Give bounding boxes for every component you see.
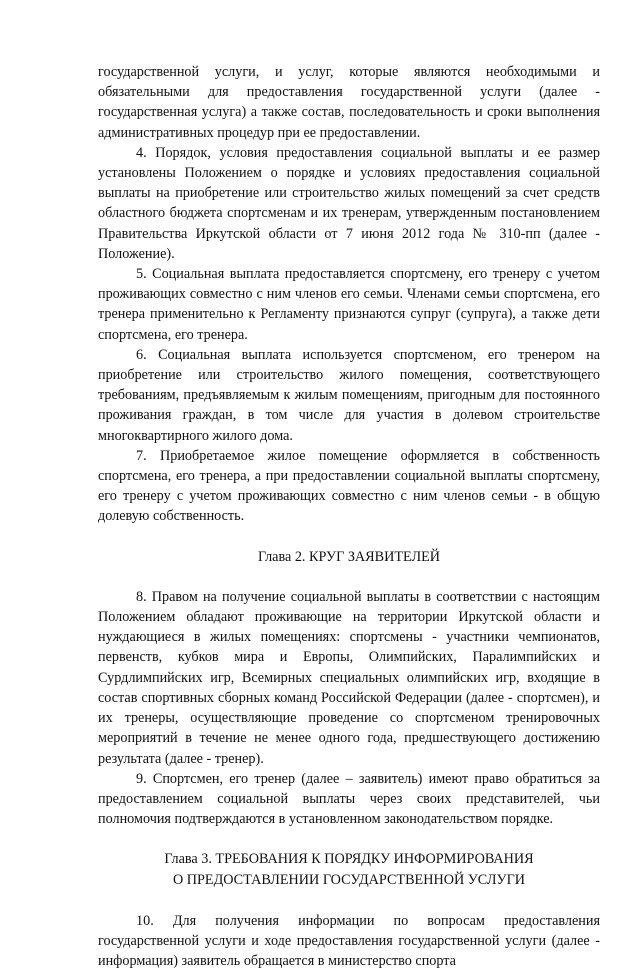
spacer bbox=[98, 829, 600, 849]
paragraph-8: 8. Правом на получение социальной выплаты в соответствии с настоящим Положением обладают проживающие на территории Иркутской области и нуждающиеся в жилых помещениях: спортсмены - участники чемпионатов, первенств, кубков мира и Европы, Олимпийских, Паралимпийских и Сурдлимпийских игр, Всемирных специальных олимпийских игр, входящие в состав спортивных сборных команд Российской Федерации (далее - спортсмен), и их тренеры, осуществляющие проведение со спортсменом тренировочных мероприятий в течение не менее одного года, предшествующего достижению результата (далее - тренер). bbox=[98, 588, 600, 767]
spacer bbox=[98, 567, 600, 587]
paragraph-5: 5. Социальная выплата предоставляется спортсмену, его тренеру с учетом проживающих совместно с ним членов его семьи. Членами семьи спортсмена, его тренера применительно к Регламенту признаются супруг (супруга), а также дети спортсмена, его тренера. bbox=[98, 266, 600, 343]
chapter-2-heading: Глава 2. КРУГ ЗАЯВИТЕЛЕЙ bbox=[257, 548, 441, 565]
paragraph-6: 6. Социальная выплата используется спортсменом, его тренером на приобретение или строительство жилого помещения, соответствующего требованиям, предъявляемым к жилым помещениям, пригодным для постоянного проживания граждан, в том числе для участия в долевом строительстве многоквартирного жилого дома. bbox=[98, 346, 600, 444]
paragraph-4: 4. Порядок, условия предоставления социальной выплаты и ее размер установлены Положением о порядке и условиях предоставления социальной выплаты на приобретение или строительство жилых помещений за счет средств областного бюджета спортсменам и их тренерам, утвержденным постановлением Правительства Иркутской области от 7 июня 2012 года № 310-пп (далее - Положение). bbox=[98, 144, 600, 262]
chapter-3-heading-line2: О ПРЕДОСТАВЛЕНИИ ГОСУДАРСТВЕННОЙ УСЛУГИ bbox=[172, 871, 526, 888]
paragraph-intro: государственной услуги, и услуг, которые являются необходимыми и обязательными для предоставления государственной услуги (далее - государственная услуга) а также состав, последовательность и сроки выполнения административных процедур при ее предоставлении. bbox=[98, 64, 600, 141]
paragraph-10: 10. Для получения информации по вопросам предоставления государственной услуги и ходе предоставления государственной услуги (далее - информация) заявитель обращается в министерство спорта bbox=[98, 912, 600, 970]
spacer bbox=[98, 890, 600, 911]
document-page bbox=[98, 62, 600, 971]
spacer bbox=[98, 527, 600, 547]
chapter-3-heading-line1: Глава 3. ТРЕБОВАНИЯ К ПОРЯДКУ ИНФОРМИРОВАНИЯ bbox=[164, 851, 534, 868]
paragraph-7: 7. Приобретаемое жилое помещение оформляется в собственность спортсмена, его тренера, а при предоставлении социальной выплаты спортсмену, его тренеру с учетом проживающих совместно с ним членов семьи - в общую долевую собственность. bbox=[98, 447, 600, 525]
paragraph-9: 9. Спортсмен, его тренер (далее – заявитель) имеют право обратиться за предоставлением социальной выплаты через своих представителей, чьи полномочия подтверждаются в установленном законодательством порядке. bbox=[98, 770, 600, 828]
